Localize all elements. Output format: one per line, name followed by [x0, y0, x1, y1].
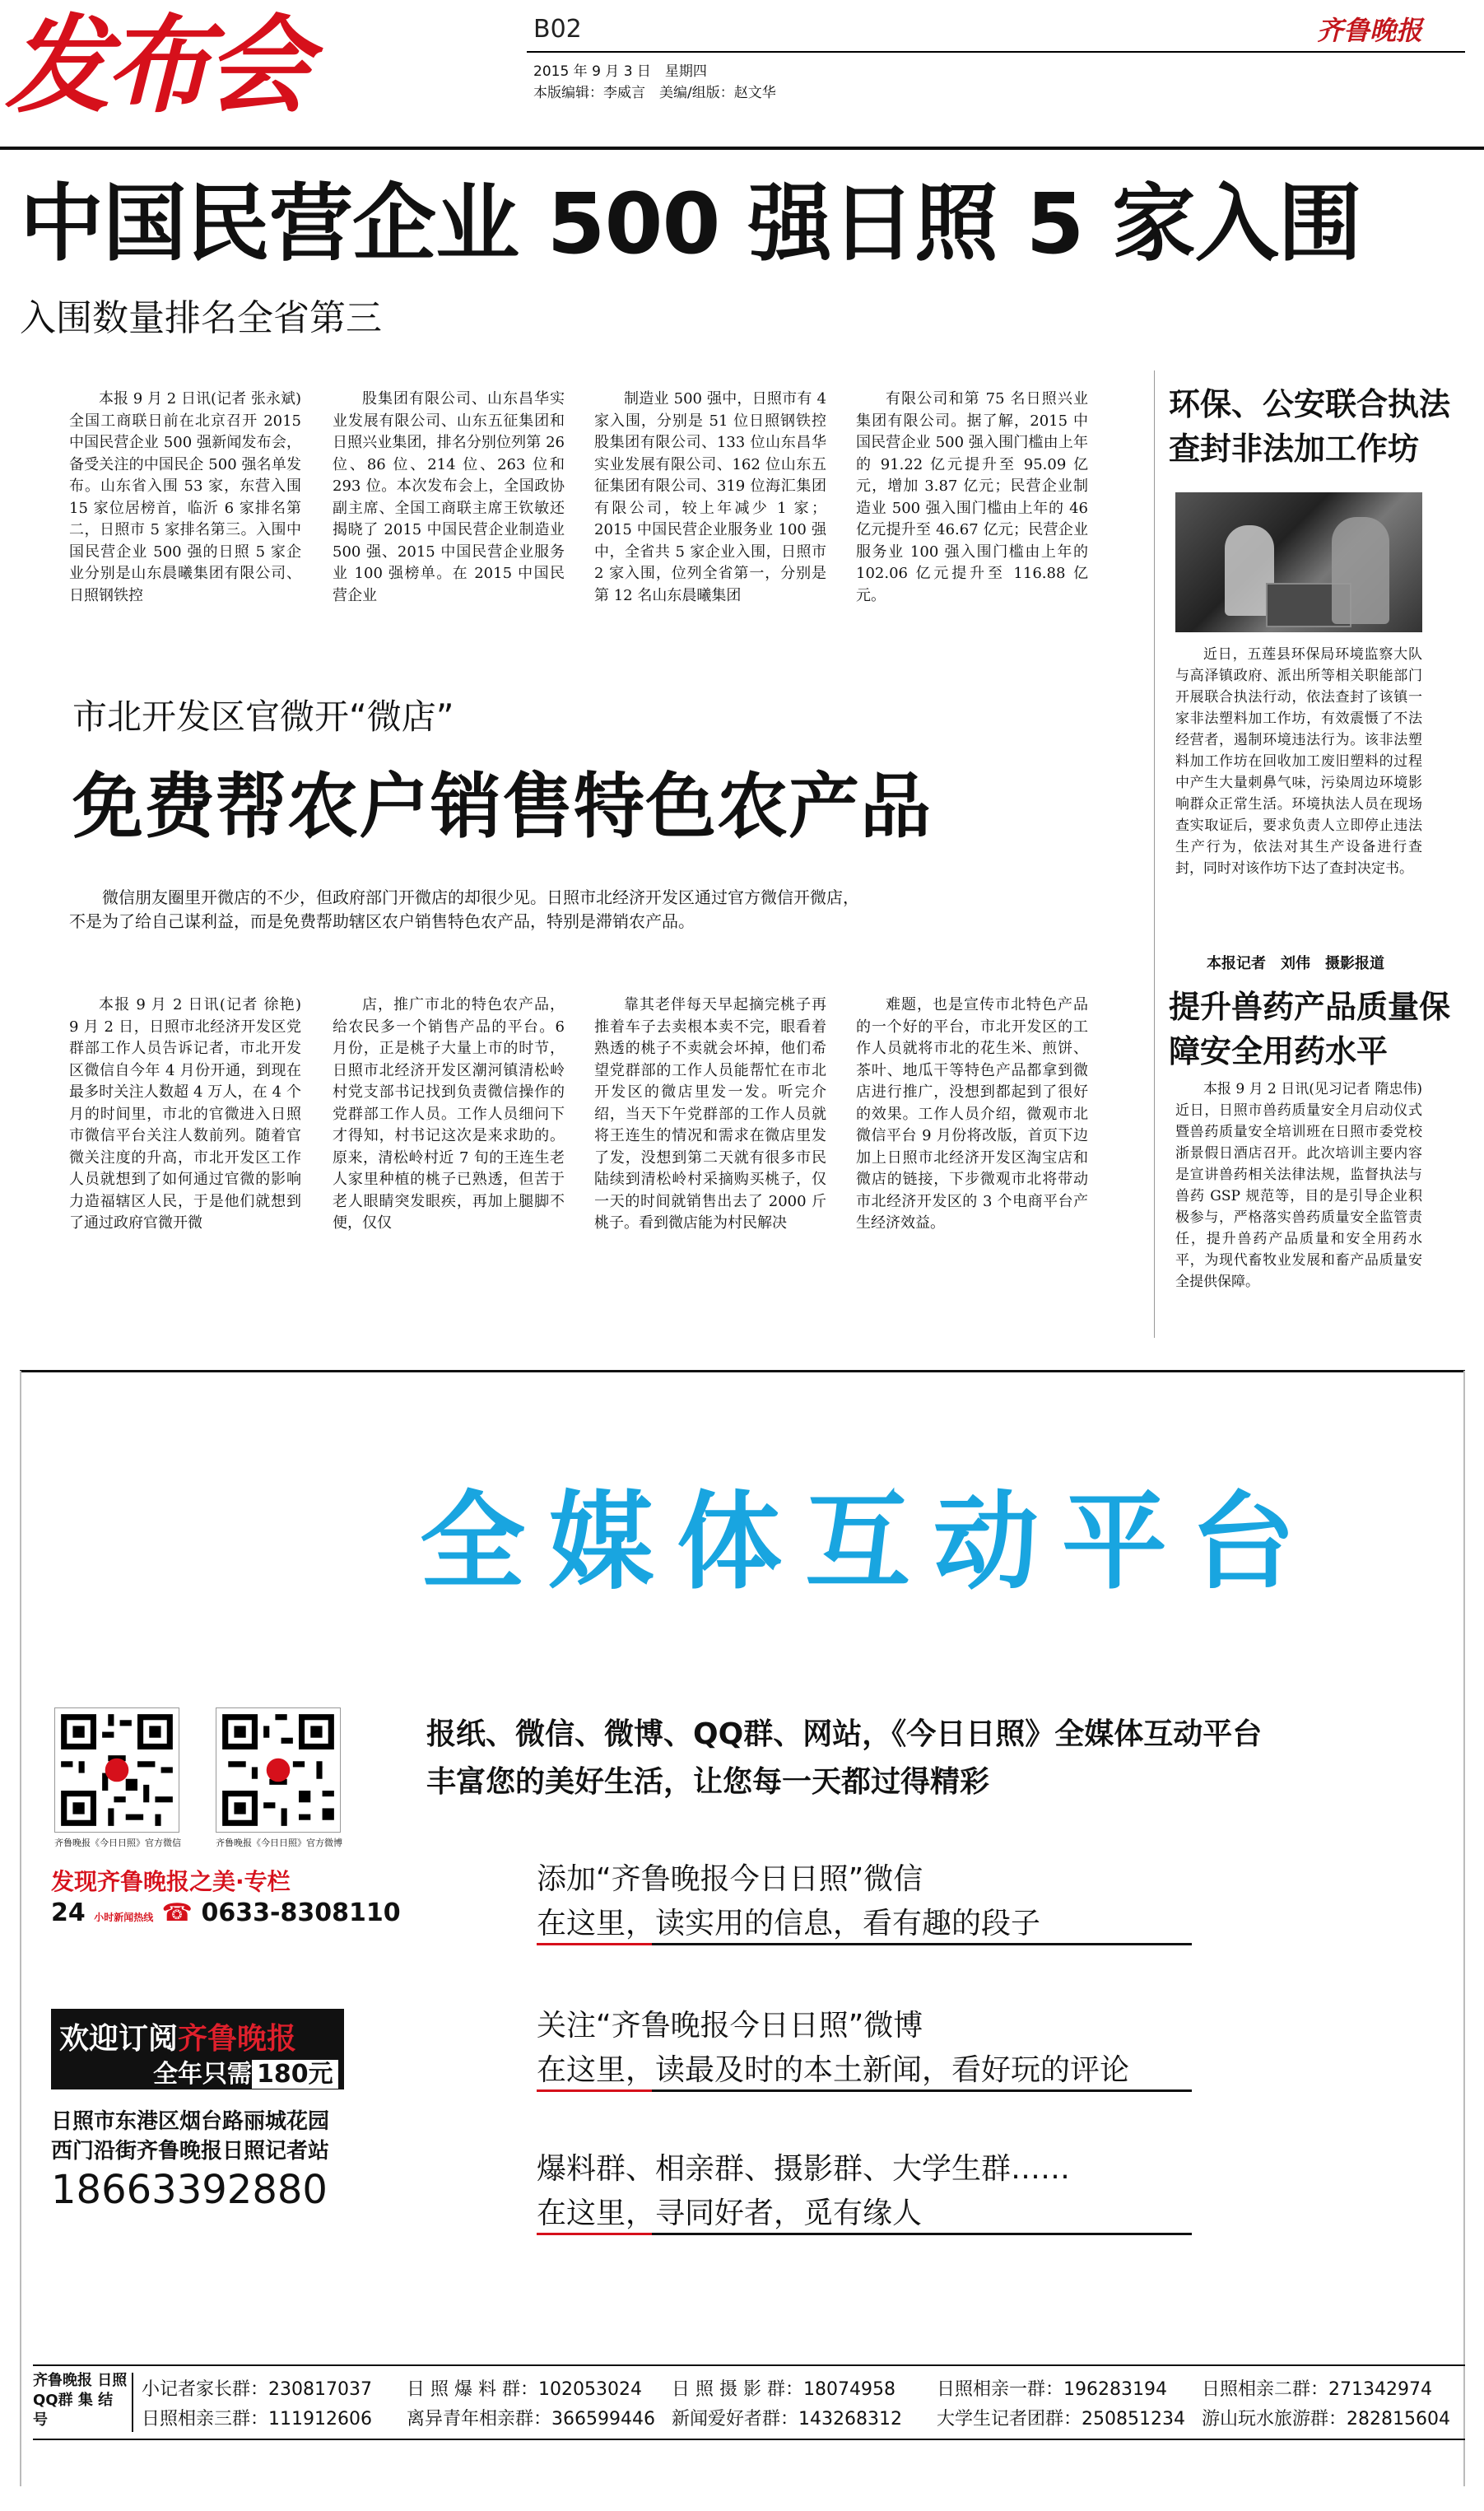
group-entry: 日照相亲一群：196283194 — [937, 2378, 1167, 2400]
group-entry: 新闻爱好者群：143268312 — [672, 2408, 902, 2429]
story4-body: 本报 9 月 2 日讯(见习记者 隋忠伟) 近日，日照市兽药质量安全月启动仪式暨兽药质量安全培训班在日照市委党校浙景假日酒店召开。此次培训主要内容是宣讲兽药相关法律法规，监督执法与兽药 GSP 规范等，目的是引导企业积极参与，严格落实兽药质量安全监管责任，提升兽药产品质量和安全用药水平，为现代畜牧业发展和畜产品质量安全提供保障。 — [1175, 1081, 1436, 1290]
masthead-logo: 发布会 — [5, 5, 307, 128]
story2-col2: 店，推广市北的特色农产品，给农民多一个销售产品的平台。6 月份，正是桃子大量上市的时节，日照市北经济开发区潮河镇清松岭村党支部书记找到负责微信操作的党群部工作人员。工作人员细问下才得知，村书记这次是来求助的。原来，清松岭村近 7 旬的王连生老人家里种植的桃子已熟透，但苦于老人眼睛突发眼疾，再加上腿脚不便，仅仅 — [333, 996, 565, 1232]
ad-item-weibo-head: 关注“齐鲁晚报今日日照”微博 — [537, 2009, 923, 2043]
top-rule — [0, 147, 1484, 150]
headline-story4: 提升兽药产品质量保障安全用药水平 — [1169, 989, 1451, 1069]
ad-item-weibo-line: 在这里，读最及时的本土新闻，看好玩的评论 — [537, 2053, 1130, 2087]
headline-story1: 中国民营企业 500 强日照 5 家入围 — [20, 175, 1361, 273]
headline-story2: 免费帮农户销售特色农产品 — [72, 766, 932, 848]
group-entry: 日照相亲三群：111912606 — [142, 2408, 372, 2429]
ad-intro-line2: 丰富您的美好生活，让您每一天都过得精彩 — [426, 1765, 990, 1799]
column-separator — [1154, 370, 1155, 1338]
subhead-story1: 入围数量排名全省第三 — [20, 297, 382, 339]
column-promo: 发现齐鲁晚报之美·专栏 — [51, 1868, 291, 1895]
group-entry: 大学生记者团群：250851234 — [937, 2408, 1185, 2429]
group-entry: 日 照 摄 影 群：18074958 — [672, 2378, 896, 2400]
story3-byline: 本报记者 刘伟 摄影报道 — [1207, 955, 1384, 972]
group-entry: 小记者家长群：230817037 — [142, 2378, 372, 2400]
group-entry: 日 照 爆 料 群：102053024 — [407, 2378, 642, 2400]
group-entry: 日照相亲二群：271342974 — [1202, 2378, 1432, 2400]
ad-item-groups-head: 爆料群、相亲群、摄影群、大学生群…… — [537, 2152, 1071, 2186]
ad-underline-red — [537, 2089, 652, 2092]
story1-col3: 制造业 500 强中，日照市有 4 家入围，分别是 51 位日照钢铁控股集团有限公司、133 位山东昌华实业发展有限公司、162 位山东五征集团有限公司、319 位海汇集团有限公司，较上年减少 1 家；2015 中国民营企业服务业 100 强中，全省共 5 家企业入围，日照市 2 家入围，位列全省第一，分别是第 12 名山东晨曦集团 — [594, 390, 826, 604]
header-divider — [527, 51, 1465, 53]
page-number: B02 — [533, 15, 582, 44]
ad-item-groups-line: 在这里，寻同好者，觅有缘人 — [537, 2197, 923, 2230]
address-line2: 西门沿街齐鲁晚报日照记者站 — [51, 2139, 330, 2164]
story2-col3: 靠其老伴每天早起摘完桃子再推着车子去卖根本卖不完，眼看着熟透的桃子不卖就会坏掉，他们希望党群部的工作人员能帮忙在市北开发区的微店里发一发。听完介绍，当天下午党群部的工作人员就将王连生的情况和需求在微店里发了发，没想到第二天就有很多市民陆续到清松岭村采摘购买桃子，仅一天的时间就销售出去了 2000 斤桃子。看到微店能为村民解决 — [594, 996, 826, 1232]
groups-table — [142, 2373, 1467, 2432]
group-entry: 游山玩水旅游群：282815604 — [1202, 2408, 1450, 2429]
ad-underline-red — [537, 2233, 652, 2235]
groups-label: 齐鲁晚报 日照QQ群 集 结 号 — [33, 2372, 128, 2429]
hotline-prefix: 24 — [51, 1898, 86, 1927]
story1-col4: 有限公司和第 75 名日照兴业集团有限公司。据了解，2015 中国民营企业 500 强入围门槛由上年的 91.22 亿元提升至 95.09 亿元，增加 3.87 亿元；民营企业制造业 500 强入围门槛由上年的 46 亿元提升至 46.67 亿元；民营企业服务业 100 强入围门槛由上年的 102.06 亿元提升至 116.88 亿元。 — [856, 390, 1088, 604]
hotline-number[interactable]: 0633-8308110 — [201, 1898, 401, 1927]
groups-row — [142, 2402, 1467, 2432]
groups-rule-bottom — [33, 2439, 1465, 2440]
paper-logo: 齐鲁晚报 — [1317, 15, 1423, 46]
story3-body: 近日，五莲县环保局环境监察大队与高泽镇政府、派出所等相关职能部门开展联合执法行动，依法查封了该镇一家非法塑料加工作坊，有效震慑了不法经营者，遏制环境违法行为。该非法塑料加工作坊在回收加工废旧塑料的过程中产生大量刺鼻气味，污染周边环境影响群众正常生活。环境执法人员在现场查实取证后，要求负责人立即停止违法生产行为，依法对其生产设备进行查封，同时对该作坊下达了查封决定书。 — [1175, 646, 1422, 877]
story2-col4: 难题，也是宣传市北特色产品的一个好的平台，市北开发区的工作人员就将市北的花生米、煎饼、茶叶、地瓜干等特色产品都拿到微店进行推广，没想到都起到了很好的效果。工作人员介绍，微观市北微信平台 9 月份将改版，首页下边加上日照市北经济开发区淘宝店和微店的链接，下步微观市北将带动市北经济开发区的 3 个电商平台产生经济效益。 — [856, 996, 1088, 1232]
address-line1: 日照市东港区烟台路丽城花园 — [51, 2109, 330, 2134]
groups-row — [142, 2373, 1467, 2402]
subhead-story2: 市北开发区官微开“微店” — [72, 696, 454, 737]
story1-col1: 本报 9 月 2 日讯(记者 张永斌) 全国工商联日前在北京召开 2015 中国民营企业 500 强新闻发布会，备受关注的中国民企 500 强名单发布。山东省入围 53 家，东营入围 15 家位居榜首，临沂 6 家排名第二，日照市 5 家排名第三。入围中国民营企业 500 强的日照 5 家企业分别是山东晨曦集团有限公司、日照钢铁控 — [69, 390, 316, 604]
issue-date: 2015 年 9 月 3 日 星期四 — [533, 63, 707, 80]
headline-story3: 环保、公安联合执法查封非法加工作坊 — [1169, 386, 1451, 467]
qr-caption-weibo: 齐鲁晚报《今日日照》官方微博 — [216, 1838, 342, 1848]
ad-item-wechat-head: 添加“齐鲁晚报今日日照”微信 — [537, 1862, 923, 1896]
qr-code-weibo-icon[interactable] — [216, 1707, 341, 1833]
hotline-row — [51, 1898, 401, 1927]
hotline-label: 小时新闻热线 — [94, 1912, 154, 1923]
ad-underline-red — [537, 1943, 652, 1945]
story2-col1: 本报 9 月 2 日讯(记者 徐艳) 9 月 2 日，日照市北经济开发区党群部工作人员告诉记者，市北开发区微信自今年 4 月份开通，到现在最多时关注人数超 4 万人，在 4 个月的时间里，市北的官微进入日照市微信平台关注人数前列。随着官微关注度的升高，市北开发区工作人员就想到了如何通过官微的影响力造福辖区人民，于是他们就想到了通过政府官微开微 — [69, 996, 316, 1232]
subscribe-price: 全年只需 180元 — [153, 2053, 338, 2089]
news-photo — [1175, 492, 1422, 632]
story1-col2: 股集团有限公司、山东昌华实业发展有限公司、山东五征集团和日照兴业集团，排名分别位列第 26 位、86 位、214 位、263 位和 293 位。本次发布会上，全国政协副主席、全国工商联主席王钦敏还揭晓了 2015 中国民营企业制造业 500 强、2015 中国民营企业服务业 100 强榜单。在 2015 中国民营企业 — [333, 390, 565, 604]
phone-icon: ☎ — [161, 1898, 193, 1927]
ad-title: 全媒体互动平台 — [420, 1480, 1319, 1604]
groups-rule-top — [33, 2364, 1465, 2366]
groups-divider — [132, 2373, 133, 2432]
story2-lead: 微信朋友圈里开微店的不少，但政府部门开微店的却很少见。日照市北经济开发区通过官方微信开微店，不是为了给自己谋利益，而是免费帮助辖区农户销售特色农产品，特别是滞销农产品。 — [69, 887, 859, 931]
ad-intro-line1: 报纸、微信、微博、QQ群、网站，《今日日照》全媒体互动平台 — [426, 1717, 1263, 1751]
subscribe-welcome: 欢迎订阅齐鲁晚报 — [59, 2022, 297, 2056]
qr-caption-wechat: 齐鲁晚报《今日日照》官方微信 — [54, 1838, 181, 1848]
editor-credits: 本版编辑：李威言 美编/组版：赵文华 — [533, 85, 776, 101]
group-entry: 离异青年相亲群：366599446 — [407, 2408, 655, 2429]
ad-item-wechat-line: 在这里，读实用的信息，看有趣的段子 — [537, 1907, 1041, 1940]
qr-code-wechat-icon[interactable] — [54, 1707, 179, 1833]
subscribe-phone[interactable]: 18663392880 — [51, 2167, 328, 2213]
